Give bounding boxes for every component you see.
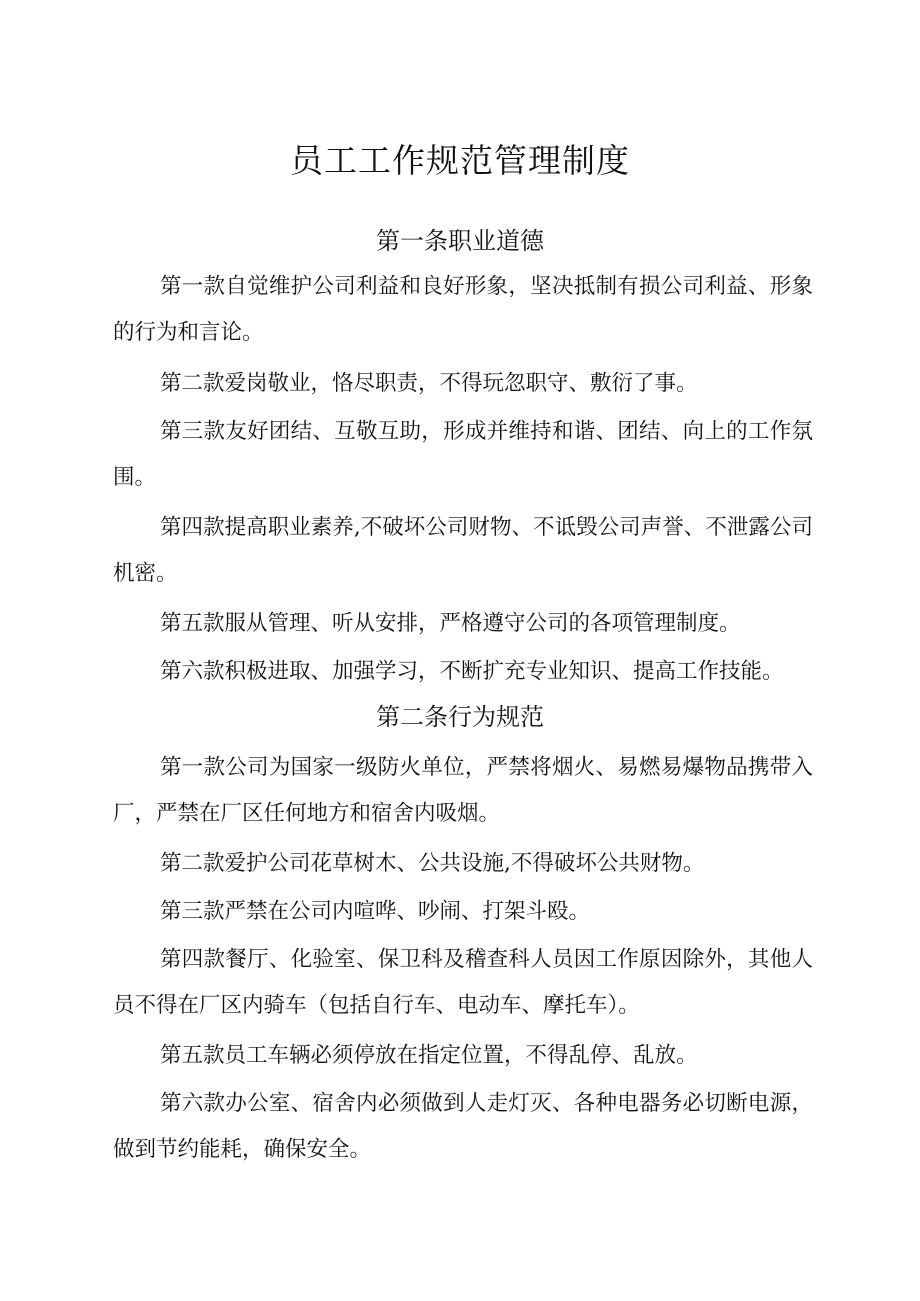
clause-2-2: 第二款爱护公司花草树木、公共设施,不得破坏公共财物。: [160, 851, 705, 876]
clause-1-3: 第三款友好团结、互敬互助，形成并维持和谐、团结、向上的工作氛围。: [113, 419, 813, 490]
section-heading-professional-ethics: 第一条职业道德: [376, 227, 544, 255]
clause-2-3: 第三款严禁在公司内喧哗、吵闹、打架斗殴。: [160, 899, 591, 924]
clause-2-6: 第六款办公室、宿舍内必须做到人走灯灭、各种电器务必切断电源，做到节约能耗，确保安全。: [113, 1091, 813, 1162]
document-title: 员工工作规范管理制度: [290, 141, 630, 180]
clause-2-1: 第一款公司为国家一级防火单位，严禁将烟火、易燃易爆物品携带入厂，严禁在厂区任何地方和宿舍内吸烟。: [113, 755, 813, 826]
clause-2-4: 第四款餐厅、化验室、保卫科及稽查科人员因工作原因除外，其他人员不得在厂区内骑车（包括自行车、电动车、摩托车）。: [113, 947, 813, 1018]
clause-1-4: 第四款提高职业素养,不破坏公司财物、不诋毁公司声誉、不泄露公司机密。: [113, 515, 813, 586]
clause-2-5: 第五款员工车辆必须停放在指定位置，不得乱停、乱放。: [160, 1043, 698, 1068]
section-heading-code-of-conduct: 第二条行为规范: [376, 703, 544, 731]
clause-1-1: 第一款自觉维护公司利益和良好形象，坚决抵制有损公司利益、形象的行为和言论。: [113, 274, 813, 345]
clause-1-2: 第二款爱岗敬业，恪尽职责，不得玩忽职守、敷衍了事。: [160, 371, 698, 396]
clause-1-6: 第六款积极进取、加强学习，不断扩充专业知识、提高工作技能。: [160, 659, 784, 684]
clause-1-5: 第五款服从管理、听从安排，严格遵守公司的各项管理制度。: [160, 611, 741, 636]
